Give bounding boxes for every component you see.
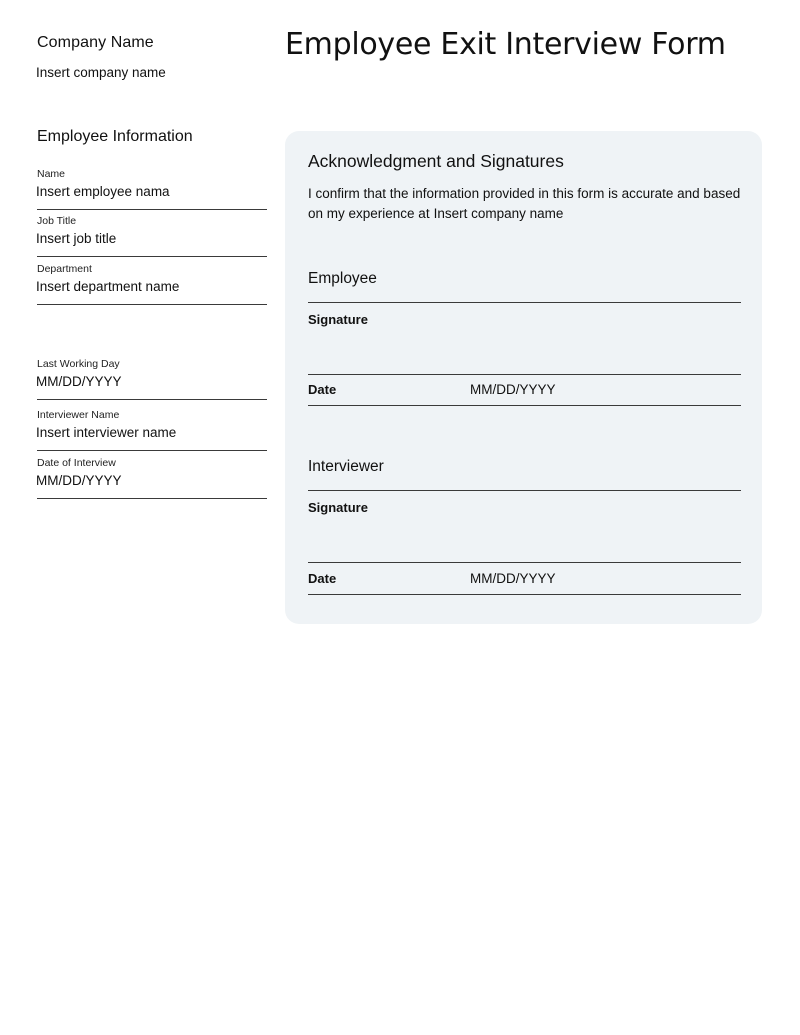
field-value[interactable]: Insert job title — [36, 231, 117, 246]
employee-info-heading: Employee Information — [37, 128, 193, 145]
acknowledgment-panel — [285, 131, 762, 624]
confirmation-company-name[interactable]: Insert company name — [433, 206, 564, 221]
divider — [308, 594, 741, 595]
field-label: Name — [37, 168, 66, 180]
field-interviewer-name[interactable] — [37, 409, 267, 451]
divider — [308, 302, 741, 303]
company-name-heading: Company Name — [37, 34, 154, 51]
field-job-title[interactable] — [37, 215, 267, 257]
field-label: Date of Interview — [37, 457, 116, 469]
divider — [308, 490, 741, 491]
employee-signature-line[interactable] — [308, 374, 741, 375]
field-value[interactable]: MM/DD/YYYY — [36, 473, 122, 488]
field-last-working-day[interactable] — [37, 358, 267, 400]
confirmation-statement: I confirm that the information provided in this form is accurate and based on my experience at — [308, 186, 741, 221]
employee-date-label: Date — [308, 382, 337, 397]
field-label: Job Title — [37, 215, 77, 227]
interviewer-signature-line[interactable] — [308, 562, 741, 563]
company-name-value[interactable]: Insert company name — [36, 65, 166, 80]
employee-heading: Employee — [308, 270, 377, 287]
field-label: Last Working Day — [37, 358, 120, 370]
interviewer-date-value[interactable]: MM/DD/YYYY — [470, 571, 556, 586]
confirmation-text — [308, 184, 748, 224]
acknowledgment-heading: Acknowledgment and Signatures — [308, 151, 564, 171]
interviewer-date-label: Date — [308, 571, 337, 586]
interviewer-heading: Interviewer — [308, 458, 384, 475]
interviewer-signature-label: Signature — [308, 500, 368, 515]
field-name[interactable] — [37, 168, 267, 210]
employee-date-value[interactable]: MM/DD/YYYY — [470, 382, 556, 397]
field-value[interactable]: Insert interviewer name — [36, 425, 177, 440]
field-value[interactable]: Insert department name — [36, 279, 180, 294]
field-label: Interviewer Name — [37, 409, 120, 421]
employee-signature-label: Signature — [308, 312, 368, 327]
page-title: Employee Exit Interview Form — [285, 27, 726, 62]
field-label: Department — [37, 263, 92, 275]
field-value[interactable]: Insert employee nama — [36, 184, 170, 199]
field-department[interactable] — [37, 263, 267, 305]
divider — [308, 405, 741, 406]
field-value[interactable]: MM/DD/YYYY — [36, 374, 122, 389]
field-date-of-interview[interactable] — [37, 457, 267, 499]
